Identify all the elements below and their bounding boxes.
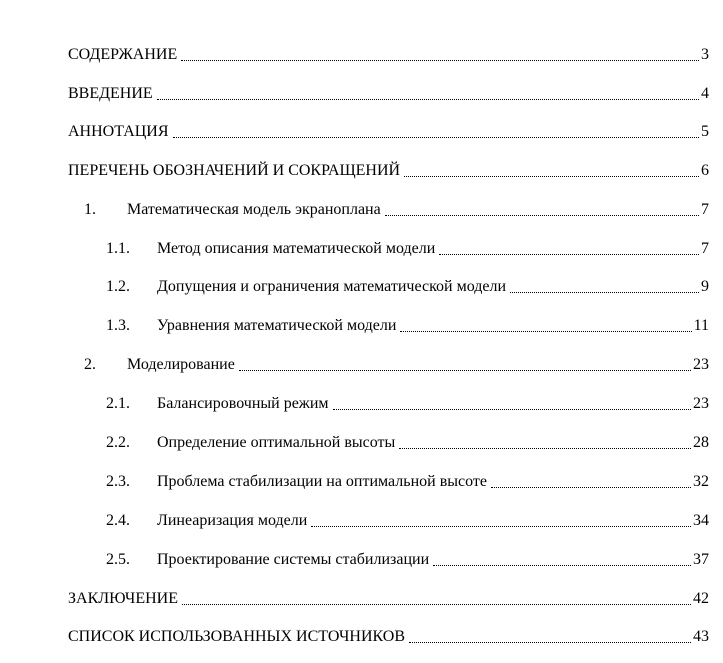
toc-entry-number: 1.1. xyxy=(106,240,130,257)
toc-entry-section-1-2[interactable] xyxy=(0,277,723,303)
toc-entry-title: ПЕРЕЧЕНЬ ОБОЗНАЧЕНИЙ И СОКРАЩЕНИЙ xyxy=(68,162,401,179)
toc-entry-line xyxy=(157,472,709,492)
toc-entry-number: 2.3. xyxy=(106,473,130,490)
dot-leader xyxy=(333,394,691,410)
toc-entry-line xyxy=(157,511,709,531)
toc-entry-page: 7 xyxy=(701,240,709,257)
toc-entry-title: ВВЕДЕНИЕ xyxy=(68,85,153,102)
toc-entry-page: 5 xyxy=(701,123,709,140)
toc-entry-line xyxy=(127,200,709,220)
toc-entry-page: 43 xyxy=(693,628,709,645)
toc-entry-title: Допущения и ограничения математической модели xyxy=(157,278,507,295)
toc-entry-page: 6 xyxy=(701,162,709,179)
toc-entry-line xyxy=(68,161,709,181)
toc-entry-line xyxy=(68,122,709,142)
toc-entry-introduction[interactable] xyxy=(0,84,723,110)
toc-entry-page: 4 xyxy=(701,85,709,102)
toc-entry-number: 1.2. xyxy=(106,278,130,295)
toc-entry-page: 37 xyxy=(693,551,709,568)
toc-entry-line xyxy=(127,355,709,375)
toc-entry-number: 2.4. xyxy=(106,512,130,529)
toc-entry-page: 28 xyxy=(693,434,709,451)
toc-entry-section-1-1[interactable] xyxy=(0,239,723,265)
toc-entry-section-1-3[interactable] xyxy=(0,316,723,342)
dot-leader xyxy=(182,589,691,605)
dot-leader xyxy=(399,433,691,449)
toc-entry-line xyxy=(157,394,709,414)
toc-entry-line xyxy=(157,239,709,259)
toc-entry-section-2-1[interactable] xyxy=(0,394,723,420)
toc-entry-title: СОДЕРЖАНИЕ xyxy=(68,46,178,63)
toc-entry-title: Уравнения математической модели xyxy=(157,317,397,334)
toc-entry-abbreviations[interactable] xyxy=(0,161,723,187)
toc-entry-page: 32 xyxy=(693,473,709,490)
toc-entry-references[interactable] xyxy=(0,627,723,653)
toc-entry-section-2-3[interactable] xyxy=(0,472,723,498)
dot-leader xyxy=(181,45,699,61)
toc-entry-title: Математическая модель экраноплана xyxy=(127,201,381,218)
toc-entry-title: Балансировочный режим xyxy=(157,395,329,412)
toc-entry-line xyxy=(68,45,709,65)
toc-entry-number: 1. xyxy=(84,201,96,218)
toc-entry-line xyxy=(157,316,709,336)
toc-entry-line xyxy=(68,84,709,104)
toc-entry-title: АННОТАЦИЯ xyxy=(68,123,169,140)
toc-entry-line xyxy=(157,277,709,297)
toc-entry-number: 2.2. xyxy=(106,434,130,451)
toc-entry-conclusion[interactable] xyxy=(0,589,723,615)
toc-entry-page: 11 xyxy=(693,317,709,334)
toc-entry-section-2-5[interactable] xyxy=(0,550,723,576)
toc-entry-number: 2. xyxy=(84,356,96,373)
dot-leader xyxy=(173,122,699,138)
dot-leader xyxy=(400,316,691,332)
dot-leader xyxy=(433,550,691,566)
toc-entry-title: СПИСОК ИСПОЛЬЗОВАННЫХ ИСТОЧНИКОВ xyxy=(68,628,406,645)
toc-entry-line xyxy=(68,627,709,647)
toc-entry-number: 1.3. xyxy=(106,317,130,334)
dot-leader xyxy=(510,277,699,293)
toc-entry-page: 34 xyxy=(693,512,709,529)
toc-entry-number: 2.1. xyxy=(106,395,130,412)
toc-entry-page: 42 xyxy=(693,590,709,607)
toc-entry-title: Линеаризация модели xyxy=(157,512,308,529)
dot-leader xyxy=(385,200,699,216)
toc-entry-section-2-4[interactable] xyxy=(0,511,723,537)
toc-entry-title: Проблема стабилизации на оптимальной высоте xyxy=(157,473,487,490)
toc-entry-page: 23 xyxy=(693,356,709,373)
toc-entry-title: ЗАКЛЮЧЕНИЕ xyxy=(68,590,178,607)
toc-entry-title: Определение оптимальной высоты xyxy=(157,434,396,451)
toc-entry-chapter-2[interactable] xyxy=(0,355,723,381)
toc-entry-title: Проектирование системы стабилизации xyxy=(157,551,430,568)
toc-entry-title: Моделирование xyxy=(127,356,235,373)
toc-entry-line xyxy=(157,433,709,453)
toc-entry-page: 3 xyxy=(701,46,709,63)
toc-entry-number: 2.5. xyxy=(106,551,130,568)
toc-entry-line xyxy=(68,589,709,609)
dot-leader xyxy=(157,84,699,100)
toc-entry-chapter-1[interactable] xyxy=(0,200,723,226)
dot-leader xyxy=(439,239,699,255)
toc-entry-abstract[interactable] xyxy=(0,122,723,148)
dot-leader xyxy=(311,511,691,527)
dot-leader xyxy=(491,472,691,488)
toc-entry-contents[interactable] xyxy=(0,45,723,71)
toc-entry-line xyxy=(157,550,709,570)
toc-entry-page: 9 xyxy=(701,278,709,295)
dot-leader xyxy=(409,627,691,643)
toc-entry-section-2-2[interactable] xyxy=(0,433,723,459)
dot-leader xyxy=(404,161,699,177)
toc-entry-page: 23 xyxy=(693,395,709,412)
dot-leader xyxy=(239,355,691,371)
toc-entry-page: 7 xyxy=(701,201,709,218)
toc-entry-title: Метод описания математической модели xyxy=(157,240,436,257)
